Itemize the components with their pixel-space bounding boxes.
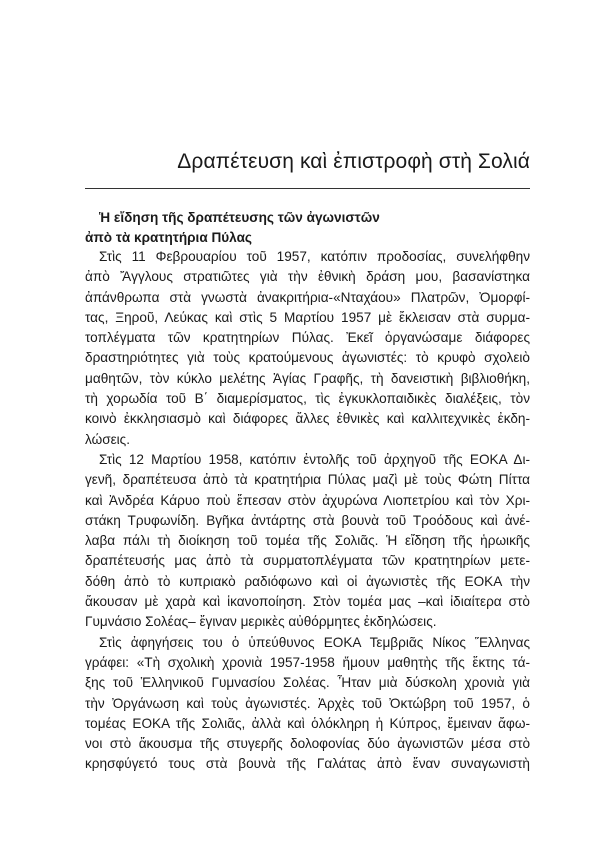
text-line: καὶ Ἀνδρέα Κάρυο ποὺ ἔπεσαν στὸν ἀχυρώνα Λιοπετρίου καὶ τὸν Χρι- — [85, 492, 530, 508]
text-line: νοι στὸ ἄκουσμα τῆς στυγερῆς δολοφονίας δύο ἀγωνιστῶν μέσα στὸ — [85, 736, 530, 752]
text-line: Στὶς 12 Μαρτίου 1958, κατόπιν ἐντολῆς τοῦ ἀρχηγοῦ τῆς ΕΟΚΑ Δι- — [99, 451, 530, 467]
text-line: τοπλέγματα τῶν κρατητηρίων Πύλας. Ἐκεῖ ὀργανώσαμε διάφορες — [85, 330, 530, 346]
body-text — [85, 247, 530, 775]
text-line: γενῆ, δραπέτευσα ἀπὸ τὰ κρατητήρια Πύλας μαζὶ μὲ τοὺς Φώτη Πίττα — [85, 472, 530, 488]
text-line: μαθητῶν, τὸν κύκλο μελέτης Ἁγίας Γραφῆς, τὴ δανειστικὴ βιβλιοθήκη, — [85, 370, 530, 386]
text-line: τὴ χορωδία τοῦ Β΄ διαμερίσματος, τὶς ἐγκυκλοπαιδικὲς διαλέξεις, τὸν — [85, 391, 530, 407]
section-heading-line: Ἡ εἴδηση τῆς δραπέτευσης τῶν ἀγωνιστῶν — [99, 210, 380, 225]
text-line: Γυμνάσιο Σολέας– ἔγιναν μερικὲς αὐθόρμητες ἐκδηλώσεις. — [85, 614, 437, 630]
text-line: δραπέτευσής μας ἀπὸ τὰ συρματοπλέγματα τῶν κρατητηρίων μετε- — [85, 553, 530, 569]
text-line: τας, Ξηροῦ, Λεύκας καὶ στὶς 5 Μαρτίου 1957 μὲ ἔκλεισαν στὰ συρμα- — [85, 309, 530, 325]
text-line: ξης τοῦ Ἑλληνικοῦ Γυμνασίου Σολέας. Ἦταν μιὰ δύσκολη χρονιὰ γιὰ — [85, 675, 530, 691]
text-line: κοινὸ ἐκκλησιασμὸ καὶ διάφορες ἄλλες ἐθνικὲς καὶ καλλιτεχνικὲς ἐκδη- — [85, 411, 530, 427]
title-underline — [85, 188, 530, 189]
text-line: ἄκουσαν μὲ χαρὰ καὶ ἱκανοποίηση. Στὸν τομέα μας –καὶ ἰδιαίτερα στὸ — [85, 594, 530, 610]
text-line: στάκη Τρυφωνίδη. Βγῆκα ἀντάρτης στὰ βουνὰ τοῦ Τροόδους καὶ ἀνέ- — [85, 512, 530, 528]
text-line: τομέας ΕΟΚΑ τῆς Σολιᾶς, ἀλλὰ καὶ ὁλόκληρη ἡ Κύπρος, ἔμειναν ἄφω- — [85, 715, 530, 731]
chapter-title: Δραπέτευση καὶ ἐπιστροφὴ στὴ Σολιά — [177, 150, 530, 173]
text-line: γράφει: «Τὴ σχολικὴ χρονιὰ 1957-1958 ἤμουν μαθητὴς τῆς ἕκτης τά- — [85, 654, 530, 670]
text-line: δραστηριότητες γιὰ τοὺς κρατούμενους ἀγωνιστές: τὸ κρυφὸ σχολειὸ — [85, 350, 530, 366]
text-line: κρησφύγετό τους στὰ βουνὰ τῆς Γαλάτας ἀπὸ ἕναν συναγωνιστὴ — [85, 756, 530, 772]
text-line: λαβα πάλι τὴ διοίκηση τοῦ τομέα τῆς Σολιᾶς. Ἡ εἴδηση τῆς ἡρωικῆς — [85, 533, 530, 549]
text-line: τὴν Ὀργάνωση καὶ τοὺς ἀγωνιστές. Ἀρχὲς τοῦ Ὀκτώβρη τοῦ 1957, ὁ — [85, 695, 530, 711]
text-line: ἀπὸ Ἄγγλους στρατιῶτες γιὰ τὴν ἐθνικὴ δράση μου, βασανίστηκα — [85, 269, 530, 285]
text-line: Στὶς ἀφηγήσεις του ὁ ὑπεύθυνος ΕΟΚΑ Τεμβριᾶς Νίκος Ἕλληνας — [99, 634, 530, 650]
text-line: λώσεις. — [85, 431, 131, 447]
section-heading-line: ἀπὸ τὰ κρατητήρια Πύλας — [85, 230, 253, 246]
text-line: Στὶς 11 Φεβρουαρίου τοῦ 1957, κατόπιν προδοσίας, συνελήφθην — [99, 249, 530, 264]
text-line: δόθη ἀπὸ τὸ κυπριακὸ ραδιόφωνο καὶ οἱ ἀγωνιστὲς τῆς ΕΟΚΑ τὴν — [85, 573, 530, 589]
text-line: ἀπάνθρωπα στὰ γνωστὰ ἀνακριτήρια-«Νταχάου» Πλατρῶν, Ὀμορφί- — [85, 289, 530, 305]
section-heading — [85, 208, 530, 249]
